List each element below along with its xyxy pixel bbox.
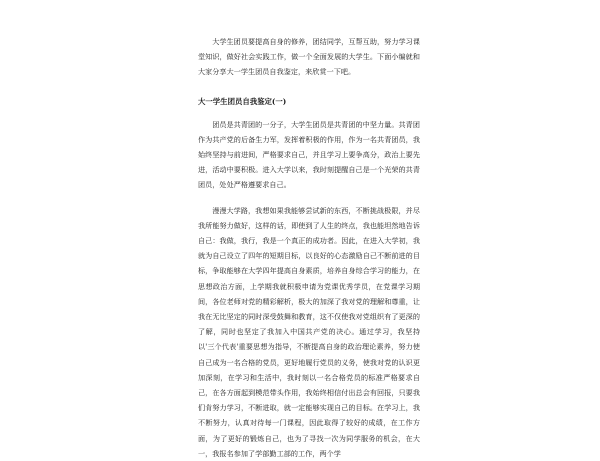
body-paragraph: 团员是共青团的一分子，大学生团员是共青团的中坚力量。共青团作为共产党的后备生力军，发挥着积极的作用，作为一名共青团员，我始终坚持与前进间，严格要求自己，并且学习上要争高分，政治上要先进，活动中要积极。进入大学以来，我时刻提醒自己是一个光荣的共青团员，处处严格遵要求自己。 [198,119,420,190]
intro-paragraph: 大学生团员要提高自身的修养，团结同学，互帮互助，努力学习课堂知识，做好社会实践工作，做一个全面发展的大学生。下面小编就和大家分享大一学生团员自我鉴定，来欣赏一下吧。 [198,37,420,77]
document-body [198,34,420,461]
section-title: 大一学生团员自我鉴定(一) [198,96,287,106]
body-paragraph: 漫漫大学路，我想如果我能够尝试新的东西，不断挑战极限，并尽我所能努力做好，这样的话，即使到了人生的终点，我也能坦然地告诉自己：我做，我行，我是一个真正的成功者。因此，在进入大学初，我就为自己设立了四年的短期目标，以良好的心态激励自己不断前进的目标，争取能够在大学四年提高自身素质，培养自身综合学习的能力，在思想政治方面，上学期我就积极申请为党课优秀学员，在党课学习期间，各位老师对党的精彩解析，极大的加深了我对党的理解和尊重，让我在无比坚定的同时深受鼓舞和教育，这不仅使我对党组织有了更深的了解，同时也坚定了我加入中国共产党的决心。通过学习，我坚持以'三个代表'重要思想为指导，不断提高自身的政治理论素养，努力使自己成为一名合格的党员，更好地履行党员的义务，使我对党的认识更加深刻，在学习和生活中，我时刻以一名合格党员的标准严格要求自己，在各方面起到模范带头作用，我始终相信付出总会有回报，只要我们肯努力学习，不断进取，就一定能够实现自己的目标。在学习上，我不断努力，认真对待每一门课程，因此取得了较好的成绩，在工作方面，为了更好的锻炼自己，也为了寻找一次为同学服务的机会，在大一，我报名参加了学部勤工部的工作，两个学 [198,205,420,458]
